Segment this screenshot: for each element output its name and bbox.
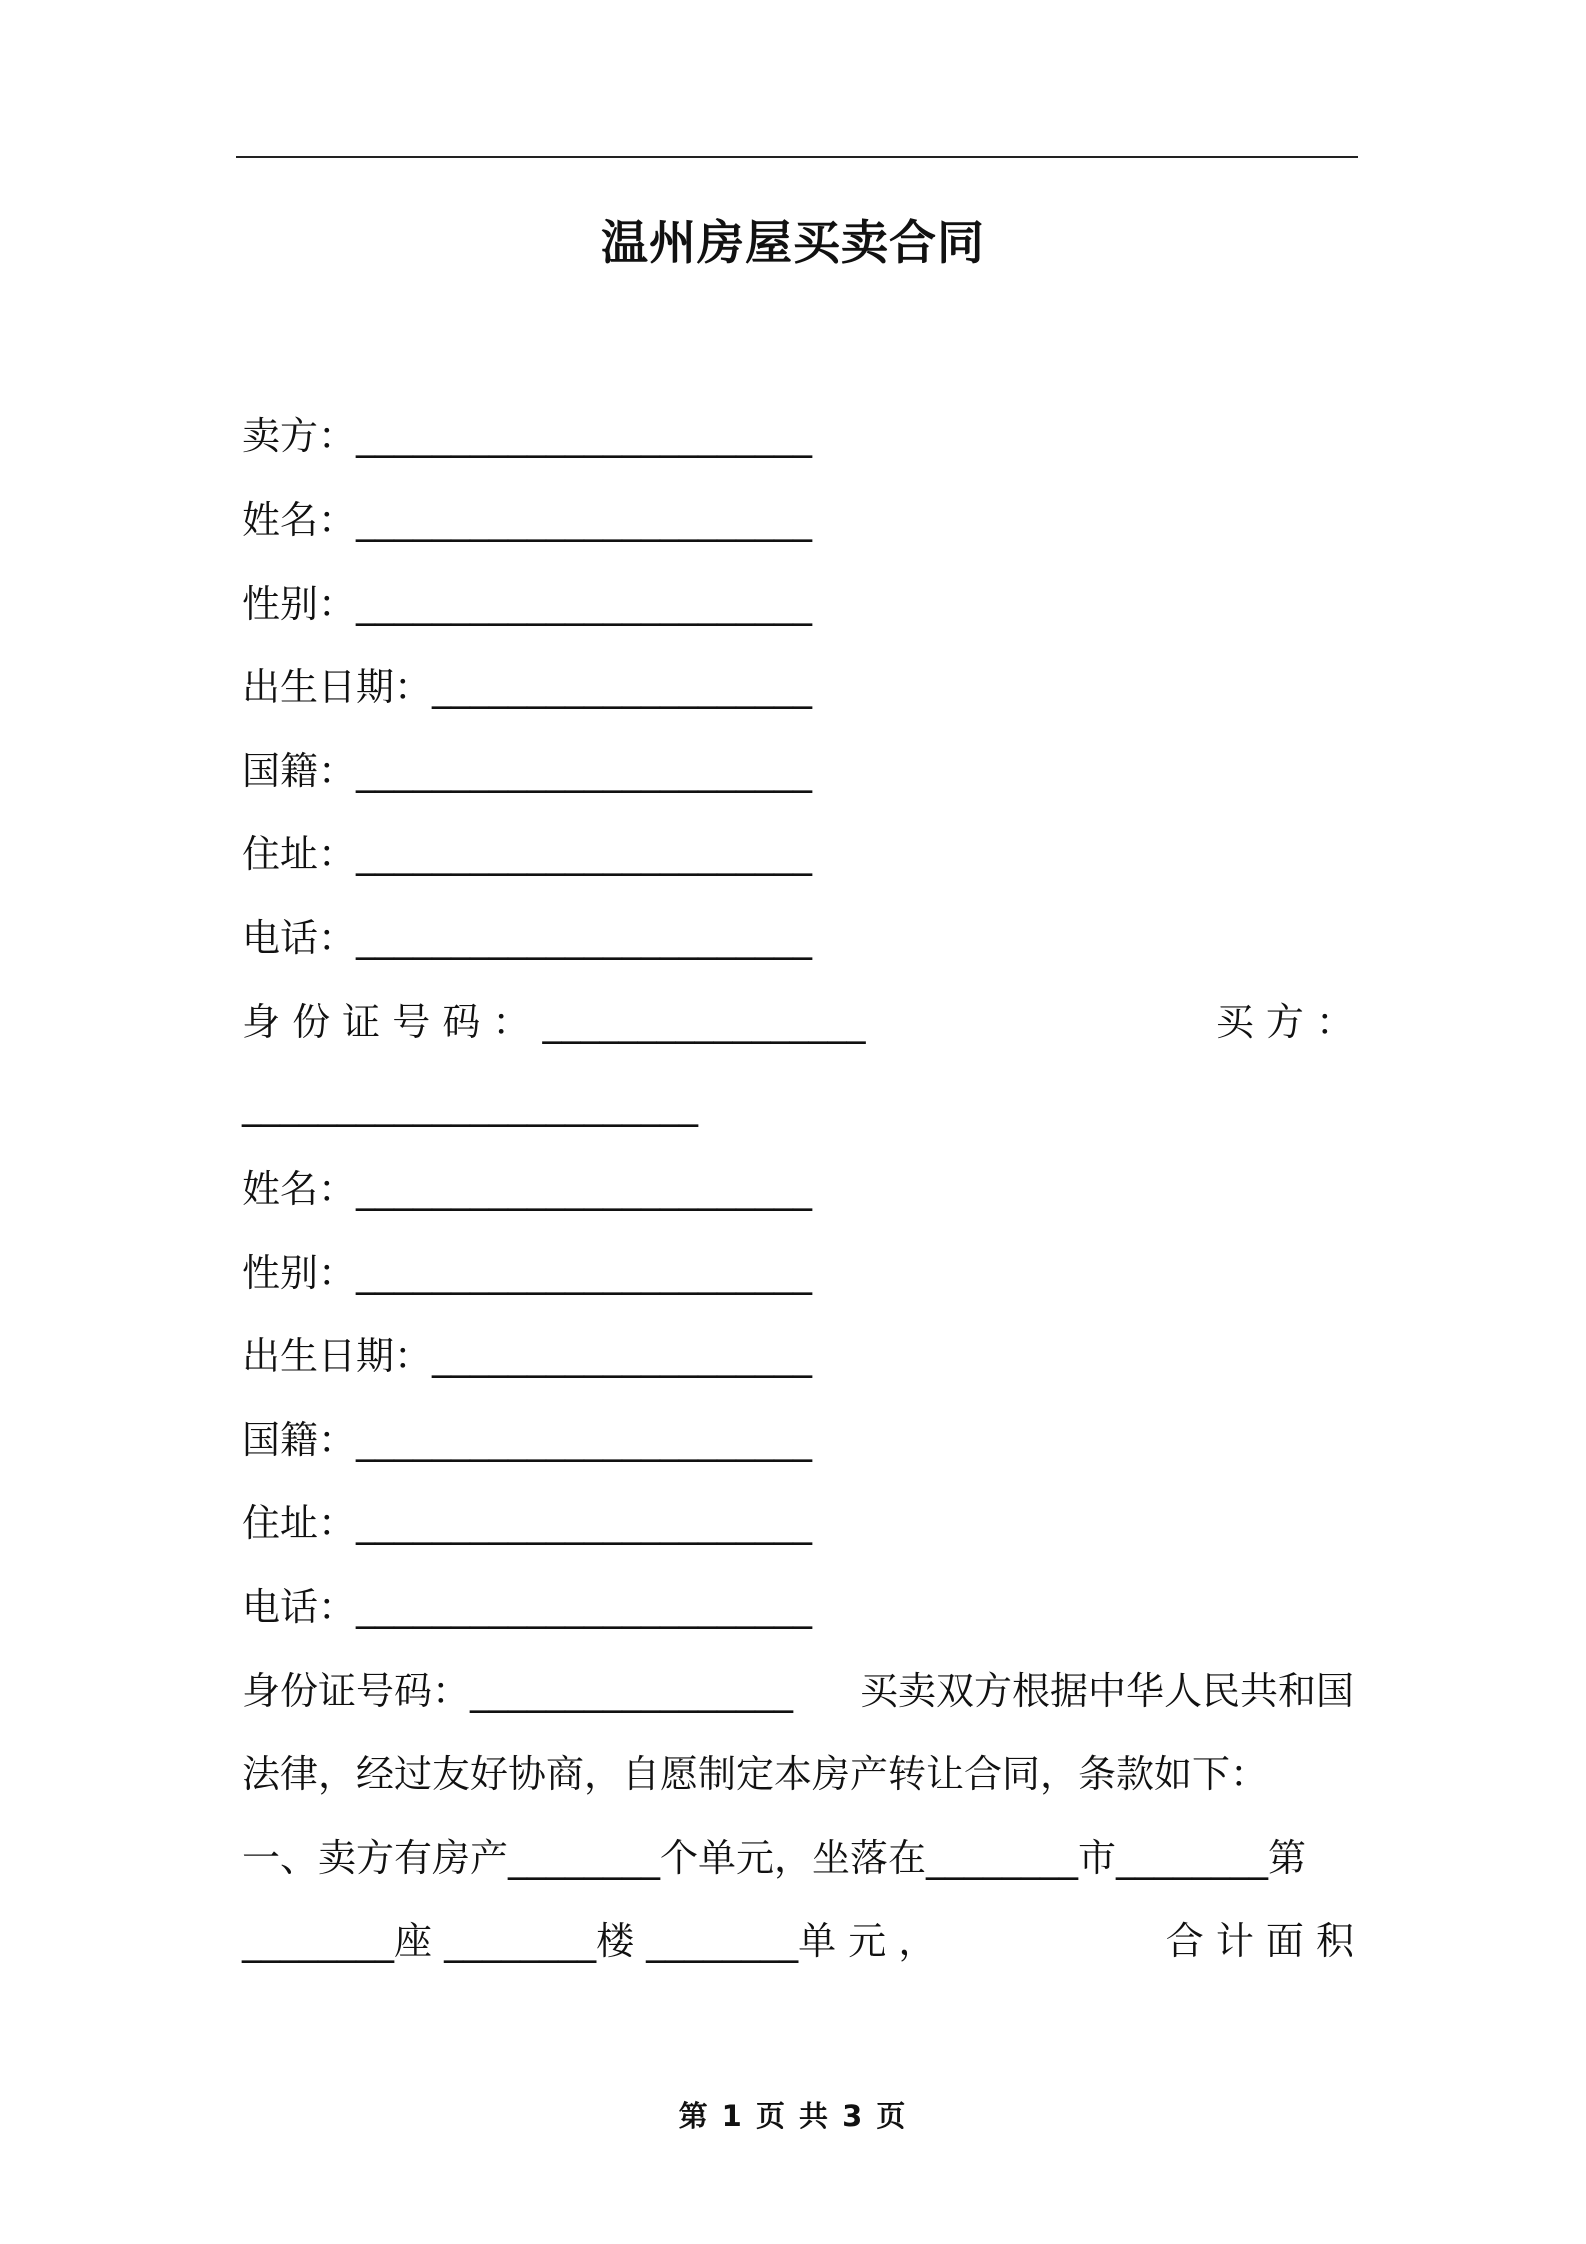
seller-id-field: 身 份 证 号 码 ： _________________ [242, 1000, 866, 1044]
seller-nationality-field: 国籍：________________________ [242, 749, 813, 793]
buyer-field-blank: ________________________ [242, 1083, 698, 1127]
buyer-id-field: 身份证号码：_________________ [242, 1669, 794, 1713]
clause-1-line-2 [242, 1917, 1354, 1965]
buyer-nationality-field: 国籍：________________________ [242, 1418, 813, 1462]
buyer-label: 买 方 ： [1215, 1000, 1354, 1044]
seller-field: 卖方：________________________ [242, 414, 813, 458]
intro-text-continued: 法律，经过友好协商，自愿制定本房产转让合同，条款如下： [242, 1752, 1269, 1796]
seller-name-field: 姓名：________________________ [242, 498, 813, 542]
buyer-gender-field: 性别：________________________ [242, 1251, 813, 1295]
seller-phone-field: 电话：________________________ [242, 916, 813, 960]
buyer-name-field: 姓名：________________________ [242, 1167, 813, 1211]
page-number: 第 1 页 共 3 页 [678, 2099, 908, 2133]
seller-gender-field: 性别：________________________ [242, 582, 813, 626]
seller-id-buyer-line [242, 998, 1354, 1046]
seller-birthdate-field: 出生日期：____________________ [242, 665, 813, 709]
document-title: 温州房屋买卖合同 [601, 216, 985, 271]
buyer-id-intro-line [242, 1667, 1354, 1715]
clause-1-units: ________座 ________楼 ________单 元 ， [242, 1919, 937, 1963]
buyer-address-field: 住址：________________________ [242, 1501, 813, 1545]
header-rule [236, 156, 1358, 158]
buyer-phone-field: 电话：________________________ [242, 1585, 813, 1629]
clause-1-total-area: 合 计 面 积 [1165, 1919, 1354, 1963]
buyer-birthdate-field: 出生日期：____________________ [242, 1334, 813, 1378]
seller-address-field: 住址：________________________ [242, 832, 813, 876]
intro-text-start: 买卖双方根据中华人民共和国 [859, 1669, 1354, 1713]
clause-1-line-1: 一、卖方有房产________个单元，坐落在________市________第 [242, 1836, 1307, 1880]
